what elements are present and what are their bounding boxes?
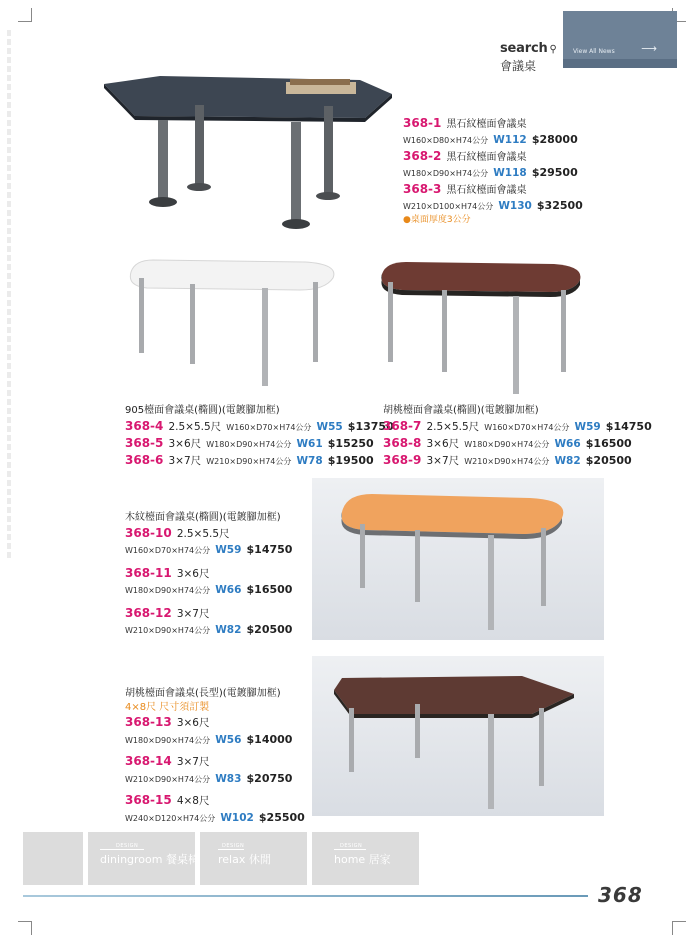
product-code: 368-10 [125,525,172,540]
product-price: $32500 [536,199,583,212]
product-dims: W210×D90×H74公分 [464,457,550,466]
nav-design-label: DESIGN [116,843,139,849]
product-dims: W160×D70×H74公分 [125,546,211,555]
footer-divider [23,895,588,897]
product-weight: W83 [215,772,242,785]
product-note: ●桌面厚度3公分 [403,215,471,225]
footer-nav-relax[interactable] [200,832,307,885]
product-group-905-oval [125,404,394,469]
product-code: 368-14 [125,754,172,768]
product-size: 2.5×5.5尺 [426,421,480,433]
nav-divider [218,849,244,850]
black-stone-table-image [100,72,400,234]
product-group-title: 木紋檯面會議桌(橢圓)(電鍍腳加框) [125,512,281,523]
product-size: 3×7尺 [176,607,210,620]
product-group-woodgrain-oval [125,511,292,638]
product-code: 368-13 [125,715,172,729]
product-weight: W112 [493,134,527,146]
view-all-news-button[interactable] [563,11,677,68]
product-weight: W66 [554,438,581,450]
product-dims: W160×D80×H74公分 [403,136,489,145]
product-dims: W180×D90×H74公分 [206,440,292,449]
product-dims: W210×D90×H74公分 [125,774,211,784]
product-size: 3×6尺 [168,438,202,450]
product-weight: W56 [215,733,242,746]
product-dims: W160×D70×H74公分 [226,423,312,432]
product-price: $20750 [246,771,293,785]
white-oval-table-image [125,256,345,388]
product-group-title: 胡桃檯面會議桌(長型)(電鍍腳加框) [125,688,281,699]
category-title: 會議桌 [500,59,537,73]
product-code: 368-1 [403,116,442,130]
crop-mark [18,8,32,22]
product-group-walnut-rect [125,687,305,825]
product-code: 368-2 [403,149,442,163]
product-weight: W118 [493,167,527,179]
product-size: 4×8尺 [176,795,210,807]
footer-nav-diningroom[interactable] [88,832,199,885]
page-number: 368 [598,883,643,907]
product-code: 368-4 [125,419,164,433]
product-dims: W180×D90×H74公分 [125,735,211,745]
product-price: $29500 [531,166,578,179]
nav-en-label: diningroom [100,853,163,866]
view-all-bar [563,59,677,68]
product-group-title: 905檯面會議桌(橢圓)(電鍍腳加框) [125,405,280,416]
product-price: $13750 [347,420,394,433]
product-dims: W240×D120×H74公分 [125,813,216,823]
product-group-black-stone [403,115,583,227]
crop-mark [18,921,32,935]
nav-zh-label: 休閒 [248,853,271,866]
page-edge-strip [7,30,11,560]
product-price: $14750 [246,543,293,556]
product-weight: W61 [296,438,323,450]
custom-size-note: 4×8尺 尺寸須訂製 [125,701,210,713]
nav-en-label: home [334,853,366,866]
nav-zh-label: 餐桌椅 [165,853,199,866]
product-price: $28000 [531,133,578,146]
product-size: 2.5×5.5尺 [176,527,230,540]
product-code: 368-8 [383,436,422,450]
product-weight: W66 [215,584,242,596]
product-code: 368-11 [125,565,172,580]
walnut-oval-table-image [376,258,588,398]
product-weight: W82 [215,624,242,636]
product-price: $20500 [585,454,632,467]
product-size: 2.5×5.5尺 [168,421,222,433]
product-price: $20500 [246,623,293,636]
woodgrain-oval-table-photo [312,478,604,640]
product-price: $14750 [605,420,652,433]
search-label: search [500,41,548,56]
product-size: 3×6尺 [176,567,210,580]
product-code: 368-15 [125,793,172,807]
product-code: 368-5 [125,436,164,450]
product-code: 368-7 [383,419,422,433]
product-code: 368-6 [125,453,164,467]
walnut-rect-table-image [312,656,604,816]
product-name: 黑石紋檯面會議桌 [446,119,527,130]
product-dims: W210×D90×H74公分 [206,457,292,466]
product-weight: W130 [498,200,532,212]
crop-mark [672,921,686,935]
product-weight: W82 [554,455,581,467]
product-code: 368-3 [403,182,442,196]
product-dims: W180×D90×H74公分 [464,440,550,449]
product-name: 黑石紋檯面會議桌 [446,185,527,196]
product-size: 3×6尺 [426,438,460,450]
product-price: $19500 [327,454,374,467]
footer-nav-home[interactable] [312,832,419,885]
product-price: $16500 [585,437,632,450]
product-name: 黑石紋檯面會議桌 [446,152,527,163]
search-header[interactable] [500,41,557,74]
view-all-label: View All News [573,48,615,55]
product-size: 3×7尺 [426,455,460,467]
product-dims: W180×D90×H74公分 [403,169,489,178]
nav-en-label: relax [218,853,246,866]
product-group-walnut-oval [383,404,652,469]
product-group-title: 胡桃檯面會議桌(橢圓)(電鍍腳加框) [383,405,539,416]
product-size: 3×6尺 [176,717,210,729]
product-price: $14000 [246,732,293,746]
product-dims: W160×D70×H74公分 [484,423,570,432]
search-title[interactable] [500,41,557,56]
product-size: 3×7尺 [176,756,210,768]
product-weight: W59 [215,544,242,556]
product-code: 368-9 [383,453,422,467]
woodgrain-oval-table-image [312,478,604,640]
product-size: 3×7尺 [168,455,202,467]
nav-design-label: DESIGN [340,843,363,849]
product-weight: W102 [220,811,254,824]
product-price: $15250 [327,437,374,450]
nav-divider [334,849,366,850]
product-weight: W78 [296,455,323,467]
product-code: 368-12 [125,605,172,620]
footer-nav-blank [23,832,83,885]
product-dims: W210×D90×H74公分 [125,626,211,635]
nav-design-label: DESIGN [222,843,245,849]
nav-zh-label: 居家 [368,853,391,866]
product-price: $16500 [246,583,293,596]
product-price: $25500 [258,810,305,824]
search-icon: ⚲ [549,44,557,55]
arrow-right-icon: ⟶ [641,42,657,55]
product-dims: W210×D100×H74公分 [403,202,494,211]
product-dims: W180×D90×H74公分 [125,586,211,595]
product-weight: W55 [316,421,343,433]
walnut-rect-table-photo [312,656,604,816]
product-weight: W59 [574,421,601,433]
nav-divider [100,849,144,850]
